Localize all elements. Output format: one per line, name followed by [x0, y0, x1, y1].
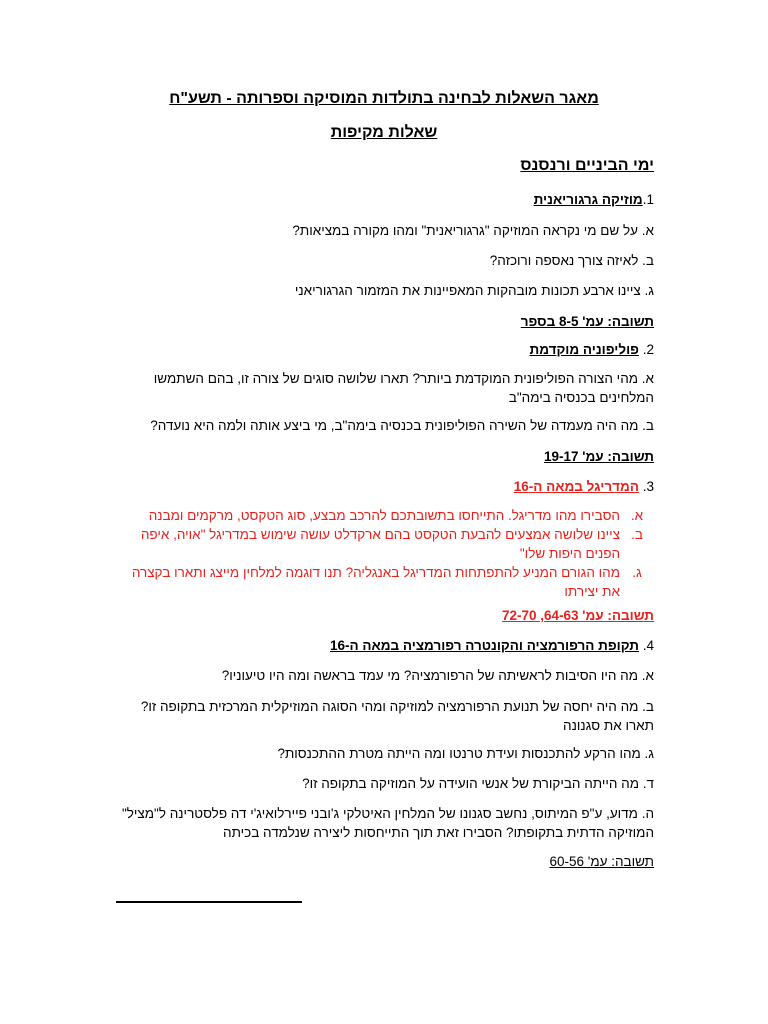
question-2-title [114, 340, 654, 359]
question-3-answer: תשובה: עמ' 64-63, 72-70 [501, 608, 654, 623]
question-1-a: א. על שם מי נקראה המוזיקה "גרגוריאנית" ומהו מקורה במציאות? [292, 223, 654, 238]
question-4-answer: תשובה: עמ' 60-56 [549, 854, 654, 869]
list-marker: ג. [632, 565, 642, 580]
question-1-answer: תשובה: עמ' 8-5 בספר [520, 314, 654, 329]
question-1-c: ג. ציינו ארבע תכונות מובהקות המאפיינות את המזמור הגרגוריאני [294, 283, 654, 298]
question-2-a-line1: א. מהי הצורה הפוליפונית המוקדמת ביותר? תארו שלושה סוגים של צורה זו, בהם השתמשו [153, 371, 654, 386]
question-1-title [114, 190, 654, 209]
question-3-number: 3. [642, 479, 654, 494]
list-item [114, 525, 654, 563]
list-item-text: מהו הגורם המניע להתפתחות המדריגל באנגליה? תנו דוגמה למלחין מייצג ותארו בקצרה את יצירתו [131, 565, 620, 599]
question-4-b-line2: תארו את סגנונה [563, 718, 654, 733]
question-3-title [114, 477, 654, 496]
question-2-title-text: פוליפוניה מוקדמת [529, 342, 639, 357]
footnote-separator [116, 901, 302, 903]
question-4-b-line1: ב. מה היה יחסה של תנועת הרפורמציה למוזיקה ומהי הסוגה המוזיקלית המרכזית בתקופה זו? [140, 699, 654, 714]
question-2-b: ב. מה היה מעמדה של השירה הפוליפונית בכנסיה בימה"ב, מי ביצע אותה ולמה היא נועדה? [150, 418, 654, 433]
list-marker: א. [630, 508, 644, 523]
section-heading: ימי הביניים ורנסנס [520, 157, 654, 174]
question-3-list [114, 506, 654, 601]
question-4-e-line1: ה. מדוע, ע"פ המיתוס, נחשב סגנונו של המלחין האיטלקי ג'ובני פיירלואיג'י דה פלסטרינה ל"מציל" [121, 806, 654, 821]
question-1-number: 1. [642, 192, 654, 207]
list-item [114, 563, 654, 601]
question-2-answer: תשובה: עמ' 19-17 [543, 449, 654, 464]
question-3-title-text: המדריגל במאה ה-16 [513, 479, 639, 494]
question-4-title-text: תקופת הרפורמציה והקונטרה רפורמציה במאה ה-16 [329, 638, 639, 653]
question-4-c: ג. מהו הרקע להתכנסות ועידת טרנטו ומה הייתה מטרת ההתכנסות? [277, 746, 654, 761]
question-1-title-text: מוזיקה גרגוריאנית [533, 192, 643, 207]
question-4-title [114, 636, 654, 655]
question-2-number: 2. [642, 342, 654, 357]
question-4-a: א. מה היו הסיבות לראשיתה של הרפורמציה? מי עמד בראשה ומה היו טיעוניו? [221, 668, 654, 683]
list-item-text: הסבירו מהו מדריגל. התייחסו בתשובתכם להרכב מבצע, סוג הטקסט, מרקמים ומבנה [148, 508, 620, 523]
question-4-e-line2: המוזיקה הדתית בתקופתו? הסבירו זאת תוך התייחסות ליצירה שנלמדה בכיתה [223, 825, 654, 840]
document-subtitle: שאלות מקיפות [330, 124, 438, 141]
question-4-number: 4. [642, 638, 654, 653]
list-item-text: ציינו שלושה אמצעים להבעת הטקסט בהם ארקדלט עושה שימוש במדריגל "אויה, איפה הפנים היפות שלו" [140, 527, 620, 561]
question-1-b: ב. לאיזה צורך נאספה ורוכזה? [489, 253, 654, 268]
list-marker: ב. [631, 527, 643, 542]
list-item [114, 506, 654, 525]
question-4-d: ד. מה הייתה הביקורת של אנשי הועידה על המוזיקה בתקופה זו? [302, 776, 654, 791]
document-title: מאגר השאלות לבחינה בתולדות המוסיקה וספרותה - תשע"ח [169, 90, 599, 107]
question-2-a-line2: המלחינים בכנסיה בימה"ב [508, 390, 654, 405]
